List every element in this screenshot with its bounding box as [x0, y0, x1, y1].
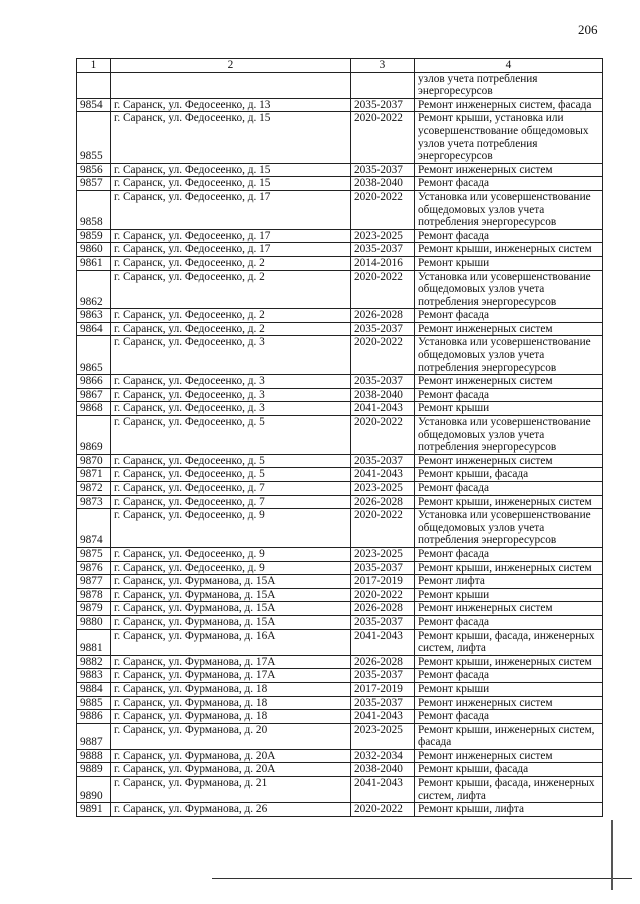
row-period [351, 72, 415, 98]
row-address: г. Саранск, ул. Федосеенко, д. 2 [111, 256, 351, 270]
work-line: Ремонт крыши, инженерных систем [418, 495, 592, 508]
table-row [77, 682, 603, 696]
row-work-type [415, 696, 603, 710]
row-work-type [415, 256, 603, 270]
row-number: 9859 [77, 229, 111, 243]
table-row [77, 803, 603, 817]
table-row [77, 575, 603, 589]
row-work-type [415, 561, 603, 575]
row-address: г. Саранск, ул. Федосеенко, д. 9 [111, 547, 351, 561]
footer-rule [212, 878, 632, 879]
row-period: 2026-2028 [351, 495, 415, 509]
row-address: г. Саранск, ул. Фурманова, д. 18 [111, 682, 351, 696]
row-work-type [415, 402, 603, 416]
table-row [77, 336, 603, 375]
row-address: г. Саранск, ул. Фурманова, д. 20А [111, 749, 351, 763]
row-period: 2032-2034 [351, 749, 415, 763]
table-row [77, 229, 603, 243]
row-work-type [415, 454, 603, 468]
work-line: энергоресурсов [418, 150, 493, 163]
row-work-type [415, 669, 603, 683]
row-number: 9861 [77, 256, 111, 270]
work-line: Ремонт фасада [418, 309, 490, 322]
row-number: 9886 [77, 710, 111, 724]
table-row [77, 190, 603, 229]
table-row [77, 402, 603, 416]
row-period: 2017-2019 [351, 575, 415, 589]
row-period: 2035-2037 [351, 561, 415, 575]
work-line: Установка или усовершенствование [418, 190, 591, 203]
table-row [77, 322, 603, 336]
table-row [77, 98, 603, 112]
row-address: г. Саранск, ул. Федосеенко, д. 2 [111, 270, 351, 309]
table-row [77, 243, 603, 257]
row-address: г. Саранск, ул. Федосеенко, д. 17 [111, 190, 351, 229]
row-address: г. Саранск, ул. Федосеенко, д. 7 [111, 482, 351, 496]
work-line: Ремонт фасада [418, 177, 490, 190]
row-address: г. Саранск, ул. Федосеенко, д. 2 [111, 309, 351, 323]
row-number: 9876 [77, 561, 111, 575]
table-row [77, 547, 603, 561]
table-header-row [77, 59, 603, 73]
row-address: г. Саранск, ул. Фурманова, д. 15А [111, 615, 351, 629]
row-work-type [415, 190, 603, 229]
row-address: г. Саранск, ул. Федосеенко, д. 5 [111, 468, 351, 482]
table-row [77, 309, 603, 323]
row-number: 9877 [77, 575, 111, 589]
table-row [77, 256, 603, 270]
row-number: 9870 [77, 454, 111, 468]
row-address: г. Саранск, ул. Федосеенко, д. 15 [111, 112, 351, 163]
row-address: г. Саранск, ул. Фурманова, д. 15А [111, 575, 351, 589]
table-row [77, 602, 603, 616]
row-period: 2020-2022 [351, 112, 415, 163]
row-work-type [415, 749, 603, 763]
table-row [77, 72, 603, 98]
row-period: 2023-2025 [351, 482, 415, 496]
row-work-type [415, 777, 603, 803]
row-number: 9867 [77, 388, 111, 402]
work-line: Установка или усовершенствование [418, 270, 591, 283]
row-address: г. Саранск, ул. Федосеенко, д. 9 [111, 561, 351, 575]
table-row [77, 112, 603, 163]
row-period: 2035-2037 [351, 669, 415, 683]
row-period: 2038-2040 [351, 763, 415, 777]
row-period: 2026-2028 [351, 655, 415, 669]
row-period: 2035-2037 [351, 696, 415, 710]
work-line: Ремонт крыши [418, 402, 490, 415]
table-row [77, 177, 603, 191]
row-work-type [415, 723, 603, 749]
work-line: Ремонт крыши, фасада, инженерных [418, 777, 595, 790]
row-work-type [415, 482, 603, 496]
row-period: 2020-2022 [351, 336, 415, 375]
row-number: 9889 [77, 763, 111, 777]
row-work-type [415, 375, 603, 389]
row-number: 9890 [77, 777, 111, 803]
work-line: Установка или усовершенствование [418, 336, 591, 349]
row-period: 2023-2025 [351, 723, 415, 749]
table-row [77, 468, 603, 482]
row-number: 9866 [77, 375, 111, 389]
table-row [77, 629, 603, 655]
row-period: 2017-2019 [351, 682, 415, 696]
row-period: 2026-2028 [351, 309, 415, 323]
row-number: 9854 [77, 98, 111, 112]
table-row [77, 270, 603, 309]
table-row [77, 416, 603, 455]
table-row [77, 615, 603, 629]
row-address: г. Саранск, ул. Федосеенко, д. 5 [111, 416, 351, 455]
row-period: 2020-2022 [351, 509, 415, 548]
row-address: г. Саранск, ул. Федосеенко, д. 3 [111, 336, 351, 375]
row-work-type [415, 388, 603, 402]
row-work-type [415, 112, 603, 163]
work-line: Ремонт инженерных систем [418, 454, 553, 467]
work-line: Ремонт инженерных систем [418, 163, 553, 176]
row-address: г. Саранск, ул. Фурманова, д. 18 [111, 696, 351, 710]
row-number: 9887 [77, 723, 111, 749]
table-row [77, 696, 603, 710]
row-number: 9863 [77, 309, 111, 323]
row-number: 9857 [77, 177, 111, 191]
row-number: 9884 [77, 682, 111, 696]
row-address: г. Саранск, ул. Фурманова, д. 17А [111, 655, 351, 669]
table-row [77, 723, 603, 749]
row-work-type [415, 509, 603, 548]
row-work-type [415, 309, 603, 323]
row-address: г. Саранск, ул. Федосеенко, д. 17 [111, 229, 351, 243]
row-number: 9872 [77, 482, 111, 496]
row-number: 9862 [77, 270, 111, 309]
row-number: 9871 [77, 468, 111, 482]
row-period: 2026-2028 [351, 602, 415, 616]
row-number: 9858 [77, 190, 111, 229]
table-row [77, 777, 603, 803]
work-line: энергоресурсов [418, 85, 493, 98]
row-work-type [415, 322, 603, 336]
table-body [77, 72, 603, 816]
row-period: 2020-2022 [351, 190, 415, 229]
work-line: фасада [418, 736, 452, 749]
table-row [77, 655, 603, 669]
row-number: 9879 [77, 602, 111, 616]
row-period: 2020-2022 [351, 588, 415, 602]
row-work-type [415, 163, 603, 177]
row-work-type [415, 177, 603, 191]
row-address: г. Саранск, ул. Федосеенко, д. 5 [111, 454, 351, 468]
row-address: г. Саранск, ул. Фурманова, д. 26 [111, 803, 351, 817]
table-row [77, 454, 603, 468]
row-period: 2035-2037 [351, 454, 415, 468]
row-period: 2035-2037 [351, 243, 415, 257]
work-line: узлов учета потребления [418, 137, 538, 150]
work-line: Ремонт лифта [418, 575, 485, 588]
work-line: Ремонт крыши, инженерных систем, [418, 723, 595, 736]
row-address: г. Саранск, ул. Фурманова, д. 15А [111, 602, 351, 616]
work-line: общедомовых узлов учета [418, 349, 545, 362]
table-row [77, 495, 603, 509]
work-line: общедомовых узлов учета [418, 203, 545, 216]
row-address: г. Саранск, ул. Фурманова, д. 20 [111, 723, 351, 749]
work-line: Ремонт крыши, инженерных систем [418, 243, 592, 256]
row-work-type [415, 270, 603, 309]
margin-mark [611, 820, 613, 890]
work-line: Ремонт крыши, фасада [418, 763, 529, 776]
row-work-type [415, 98, 603, 112]
work-line: общедомовых узлов учета [418, 283, 545, 296]
work-line: Ремонт крыши, фасада [418, 468, 529, 481]
work-line: потребления энергоресурсов [418, 295, 557, 308]
work-line: Ремонт фасада [418, 710, 490, 723]
row-address: г. Саранск, ул. Федосеенко, д. 3 [111, 375, 351, 389]
row-address: г. Саранск, ул. Фурманова, д. 18 [111, 710, 351, 724]
work-line: Ремонт крыши [418, 682, 490, 695]
work-line: Ремонт фасада [418, 229, 490, 242]
row-period: 2023-2025 [351, 547, 415, 561]
work-line: Ремонт инженерных систем [418, 749, 553, 762]
row-period: 2035-2037 [351, 322, 415, 336]
work-line: узлов учета потребления [418, 72, 538, 85]
row-work-type [415, 468, 603, 482]
work-line: Ремонт инженерных систем [418, 322, 553, 335]
table-row [77, 509, 603, 548]
row-work-type [415, 615, 603, 629]
row-address: г. Саранск, ул. Федосеенко, д. 3 [111, 388, 351, 402]
row-number: 9860 [77, 243, 111, 257]
row-work-type [415, 588, 603, 602]
row-number: 9881 [77, 629, 111, 655]
row-period: 2014-2016 [351, 256, 415, 270]
row-address [111, 72, 351, 98]
work-line: потребления энергоресурсов [418, 361, 557, 374]
row-address: г. Саранск, ул. Федосеенко, д. 15 [111, 177, 351, 191]
row-work-type [415, 336, 603, 375]
row-number: 9888 [77, 749, 111, 763]
work-line: Ремонт крыши [418, 256, 490, 269]
row-number: 9855 [77, 112, 111, 163]
column-header-4: 4 [415, 59, 603, 73]
row-number: 9883 [77, 669, 111, 683]
row-address: г. Саранск, ул. Фурманова, д. 21 [111, 777, 351, 803]
row-work-type [415, 72, 603, 98]
row-period: 2041-2043 [351, 629, 415, 655]
repair-schedule-table [76, 58, 603, 817]
row-address: г. Саранск, ул. Фурманова, д. 15А [111, 588, 351, 602]
row-period: 2023-2025 [351, 229, 415, 243]
row-number: 9874 [77, 509, 111, 548]
row-address: г. Саранск, ул. Фурманова, д. 16А [111, 629, 351, 655]
row-period: 2041-2043 [351, 468, 415, 482]
work-line: Ремонт инженерных систем [418, 602, 553, 615]
row-address: г. Саранск, ул. Федосеенко, д. 15 [111, 163, 351, 177]
row-address: г. Саранск, ул. Федосеенко, д. 2 [111, 322, 351, 336]
column-header-3: 3 [351, 59, 415, 73]
table-row [77, 163, 603, 177]
row-period: 2041-2043 [351, 402, 415, 416]
table-row [77, 669, 603, 683]
row-period: 2038-2040 [351, 388, 415, 402]
work-line: Ремонт фасада [418, 615, 490, 628]
row-address: г. Саранск, ул. Фурманова, д. 17А [111, 669, 351, 683]
row-work-type [415, 763, 603, 777]
row-period: 2020-2022 [351, 803, 415, 817]
row-work-type [415, 655, 603, 669]
row-work-type [415, 710, 603, 724]
work-line: Ремонт фасада [418, 482, 490, 494]
row-work-type [415, 803, 603, 817]
table-row [77, 763, 603, 777]
row-work-type [415, 243, 603, 257]
work-line: Ремонт инженерных систем [418, 696, 553, 709]
table-row [77, 561, 603, 575]
row-work-type [415, 629, 603, 655]
row-number: 9885 [77, 696, 111, 710]
work-line: Ремонт фасада [418, 388, 490, 401]
row-work-type [415, 495, 603, 509]
work-line: Ремонт фасада [418, 669, 490, 682]
work-line: общедомовых узлов учета [418, 428, 545, 441]
row-number: 9865 [77, 336, 111, 375]
work-line: потребления энергоресурсов [418, 534, 557, 547]
work-line: Ремонт инженерных систем [418, 375, 553, 388]
work-line: потребления энергоресурсов [418, 216, 557, 229]
work-line: Установка или усовершенствование [418, 509, 591, 522]
work-line: Ремонт крыши [418, 588, 490, 601]
column-header-1: 1 [77, 59, 111, 73]
table-row [77, 388, 603, 402]
row-address: г. Саранск, ул. Фурманова, д. 20А [111, 763, 351, 777]
row-address: г. Саранск, ул. Федосеенко, д. 17 [111, 243, 351, 257]
row-period: 2035-2037 [351, 163, 415, 177]
row-work-type [415, 682, 603, 696]
work-line: систем, лифта [418, 642, 486, 655]
row-number: 9878 [77, 588, 111, 602]
table-row [77, 482, 603, 496]
work-line: Ремонт инженерных систем, фасада [418, 98, 592, 111]
work-line: Ремонт крыши, установка или [418, 112, 564, 125]
row-number: 9880 [77, 615, 111, 629]
row-address: г. Саранск, ул. Федосеенко, д. 3 [111, 402, 351, 416]
work-line: Ремонт крыши, инженерных систем [418, 655, 592, 668]
row-number: 9856 [77, 163, 111, 177]
row-number: 9868 [77, 402, 111, 416]
row-address: г. Саранск, ул. Федосеенко, д. 13 [111, 98, 351, 112]
work-line: общедомовых узлов учета [418, 521, 545, 534]
table-row [77, 588, 603, 602]
work-line: потребления энергоресурсов [418, 441, 557, 454]
row-period: 2035-2037 [351, 615, 415, 629]
row-period: 2020-2022 [351, 416, 415, 455]
row-number: 9873 [77, 495, 111, 509]
row-period: 2041-2043 [351, 710, 415, 724]
row-period: 2035-2037 [351, 375, 415, 389]
work-line: Ремонт крыши, инженерных систем [418, 561, 592, 574]
work-line: систем, лифта [418, 789, 486, 802]
row-address: г. Саранск, ул. Федосеенко, д. 9 [111, 509, 351, 548]
work-line: Ремонт крыши, лифта [418, 803, 524, 816]
row-number: 9864 [77, 322, 111, 336]
table-row [77, 749, 603, 763]
row-period: 2035-2037 [351, 98, 415, 112]
row-number: 9882 [77, 655, 111, 669]
work-line: усовершенствование общедомовых [418, 124, 589, 137]
row-period: 2038-2040 [351, 177, 415, 191]
row-number: 9891 [77, 803, 111, 817]
row-number [77, 72, 111, 98]
work-line: Ремонт фасада [418, 547, 490, 560]
row-work-type [415, 547, 603, 561]
row-work-type [415, 229, 603, 243]
row-work-type [415, 602, 603, 616]
row-work-type [415, 416, 603, 455]
row-number: 9869 [77, 416, 111, 455]
column-header-2: 2 [111, 59, 351, 73]
page-number: 206 [578, 22, 598, 37]
row-address: г. Саранск, ул. Федосеенко, д. 7 [111, 495, 351, 509]
table-row [77, 710, 603, 724]
table-row [77, 375, 603, 389]
row-number: 9875 [77, 547, 111, 561]
row-work-type [415, 575, 603, 589]
work-line: Ремонт крыши, фасада, инженерных [418, 629, 595, 642]
row-period: 2020-2022 [351, 270, 415, 309]
row-period: 2041-2043 [351, 777, 415, 803]
work-line: Установка или усовершенствование [418, 416, 591, 429]
